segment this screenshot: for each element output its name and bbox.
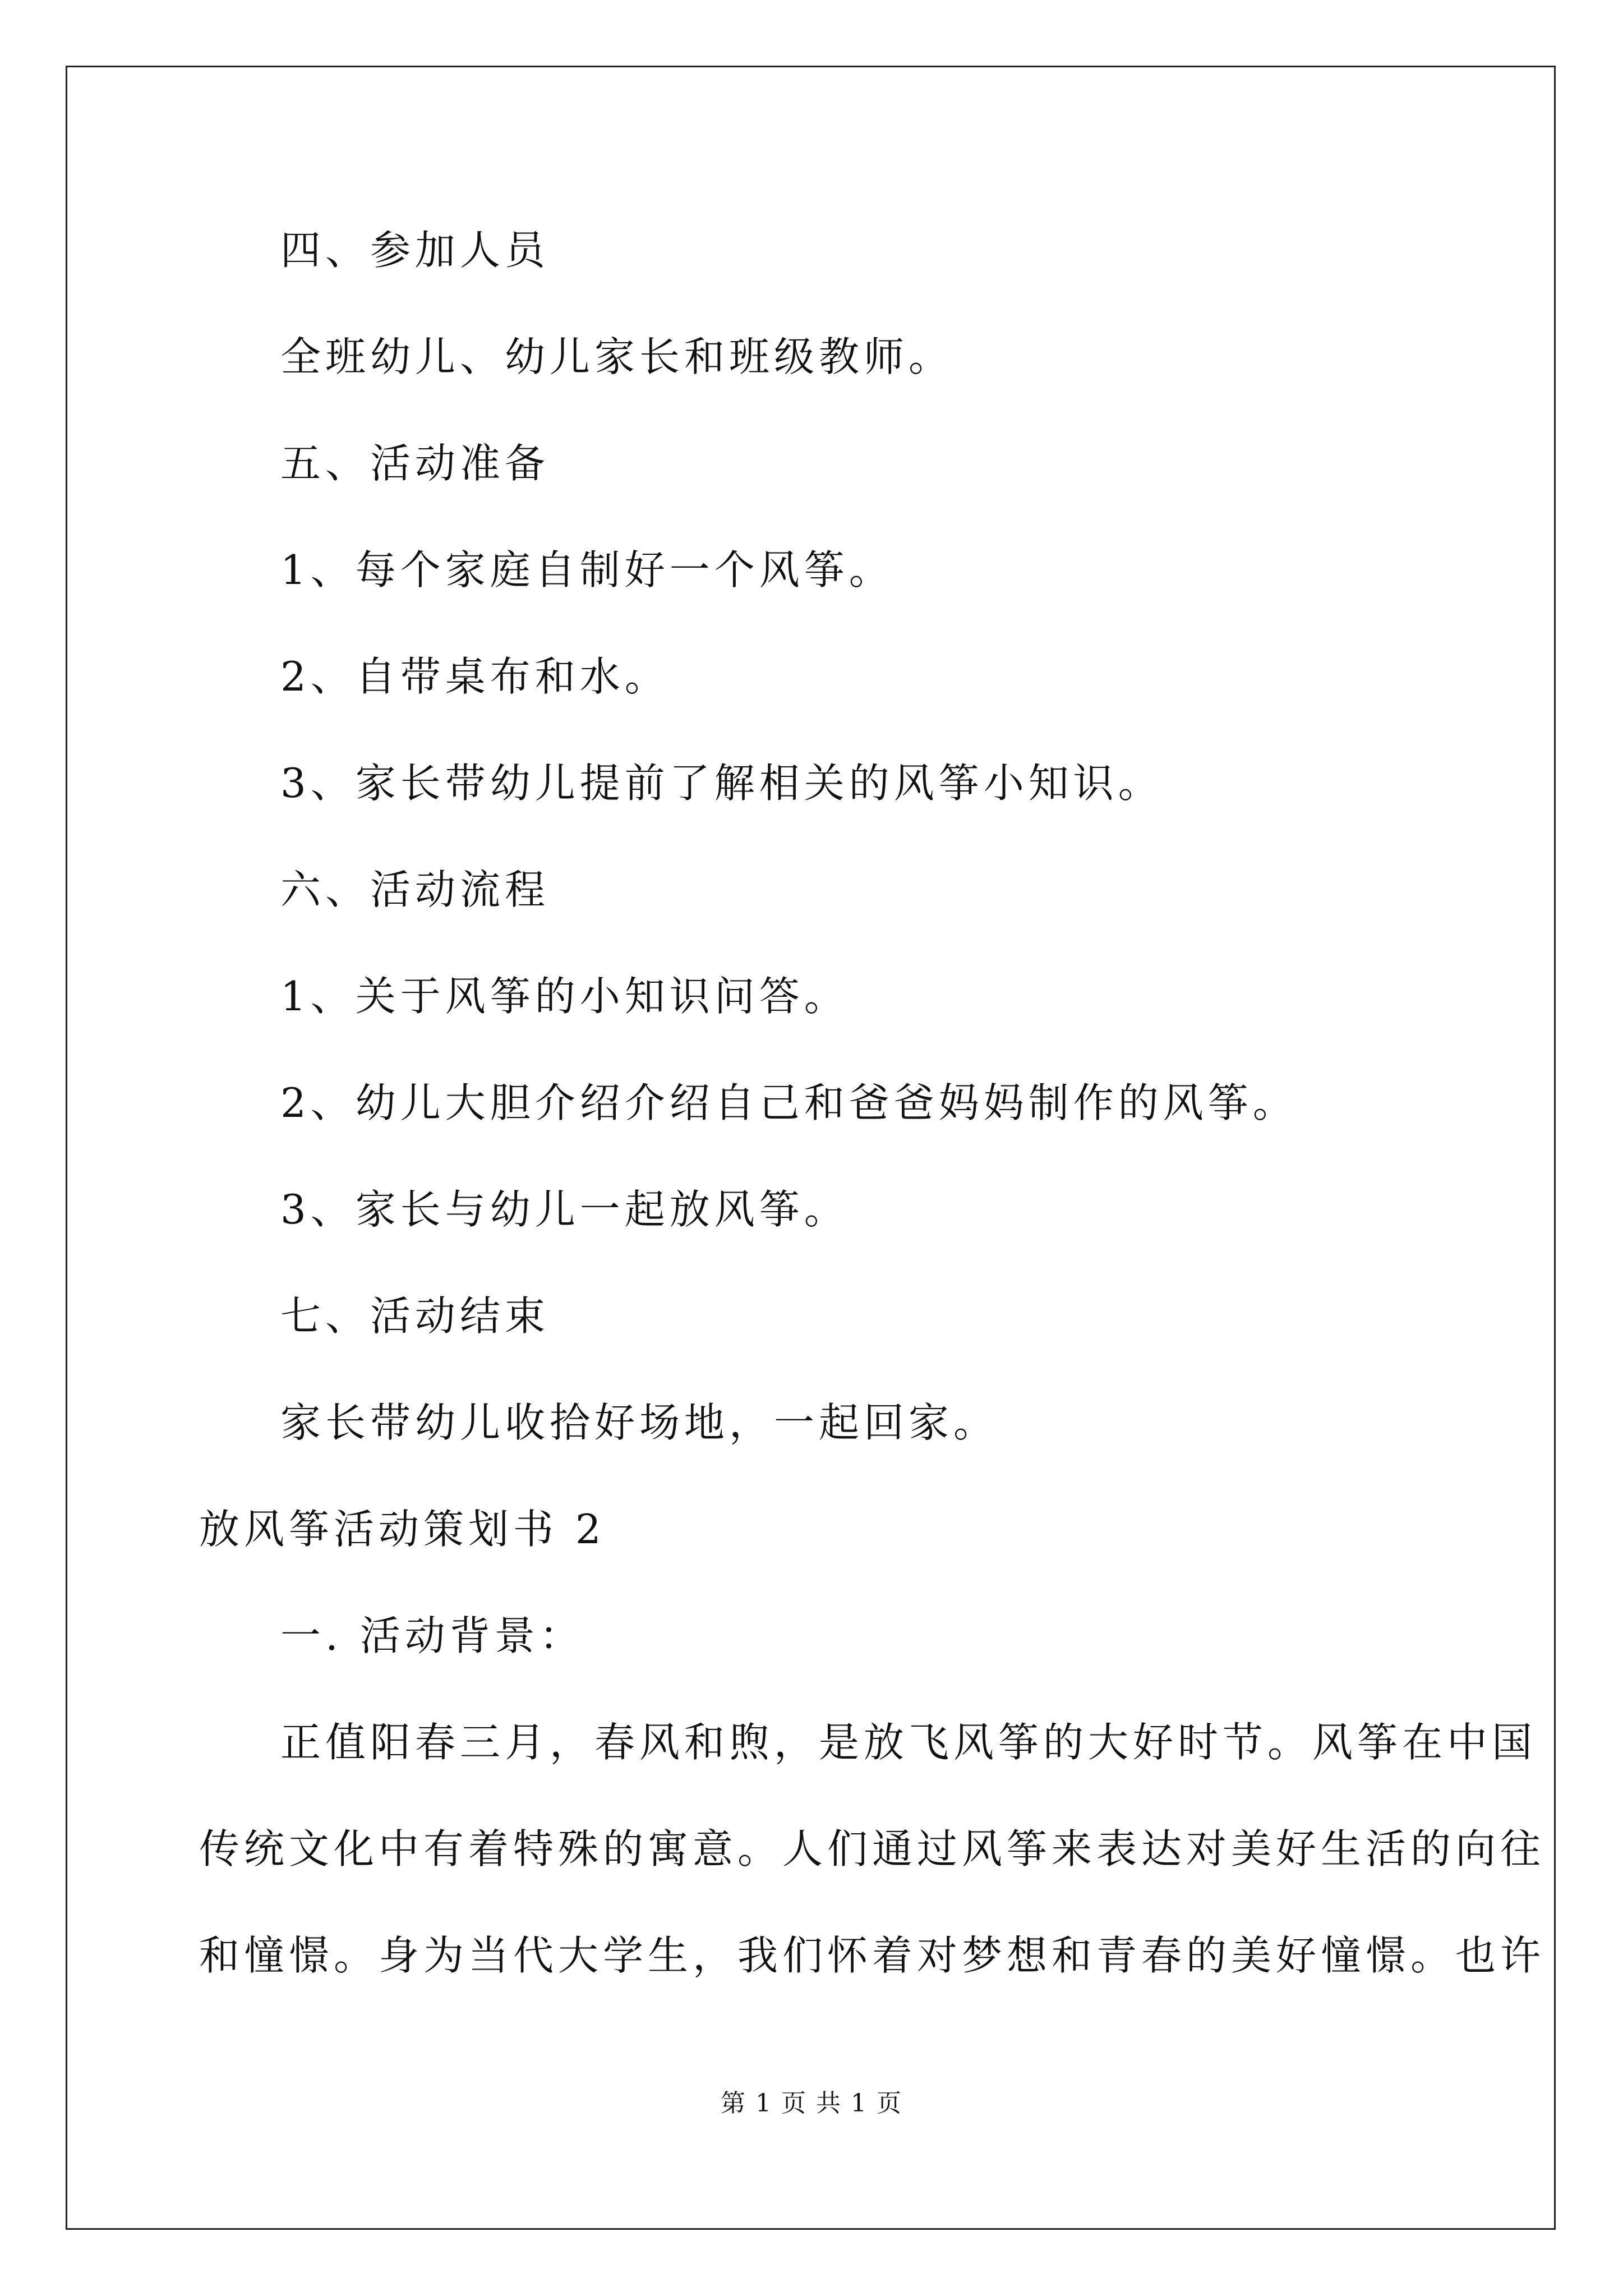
list-item-process-1: 1、关于风筝的小知识问答。 xyxy=(280,973,849,1020)
paragraph-line-3: 和憧憬。身为当代大学生，我们怀着对梦想和青春的美好憧憬。也许 xyxy=(199,1932,1546,1979)
heading-process: 六、活动流程 xyxy=(280,866,550,913)
page-footer: 第 1 页 共 1 页 xyxy=(721,2089,902,2118)
list-item-process-3: 3、家长与幼儿一起放风筝。 xyxy=(280,1186,849,1233)
list-item-prep-2: 2、自带桌布和水。 xyxy=(280,653,670,700)
text-participants: 全班幼儿、幼儿家长和班级教师。 xyxy=(280,333,954,380)
subheading-background: 一. 活动背景： xyxy=(280,1612,584,1659)
text-end: 家长带幼儿收拾好场地，一起回家。 xyxy=(280,1399,999,1446)
list-item-process-2: 2、幼儿大胆介绍介绍自己和爸爸妈妈制作的风筝。 xyxy=(280,1079,1298,1126)
section-title: 放风筝活动策划书 2 xyxy=(199,1506,606,1553)
list-item-prep-3: 3、家长带幼儿提前了解相关的风筝小知识。 xyxy=(280,760,1163,807)
paragraph-line-2: 传统文化中有着特殊的寓意。人们通过风筝来表达对美好生活的向往 xyxy=(199,1825,1546,1872)
heading-preparation: 五、活动准备 xyxy=(280,440,550,487)
heading-end: 七、活动结束 xyxy=(280,1292,550,1340)
heading-participants: 四、参加人员 xyxy=(280,227,550,274)
page-border xyxy=(66,66,1556,2230)
list-item-prep-1: 1、每个家庭自制好一个风筝。 xyxy=(280,546,894,593)
paragraph-line-1: 正值阳春三月，春风和煦，是放飞风筝的大好时节。风筝在中国 xyxy=(280,1719,1537,1766)
